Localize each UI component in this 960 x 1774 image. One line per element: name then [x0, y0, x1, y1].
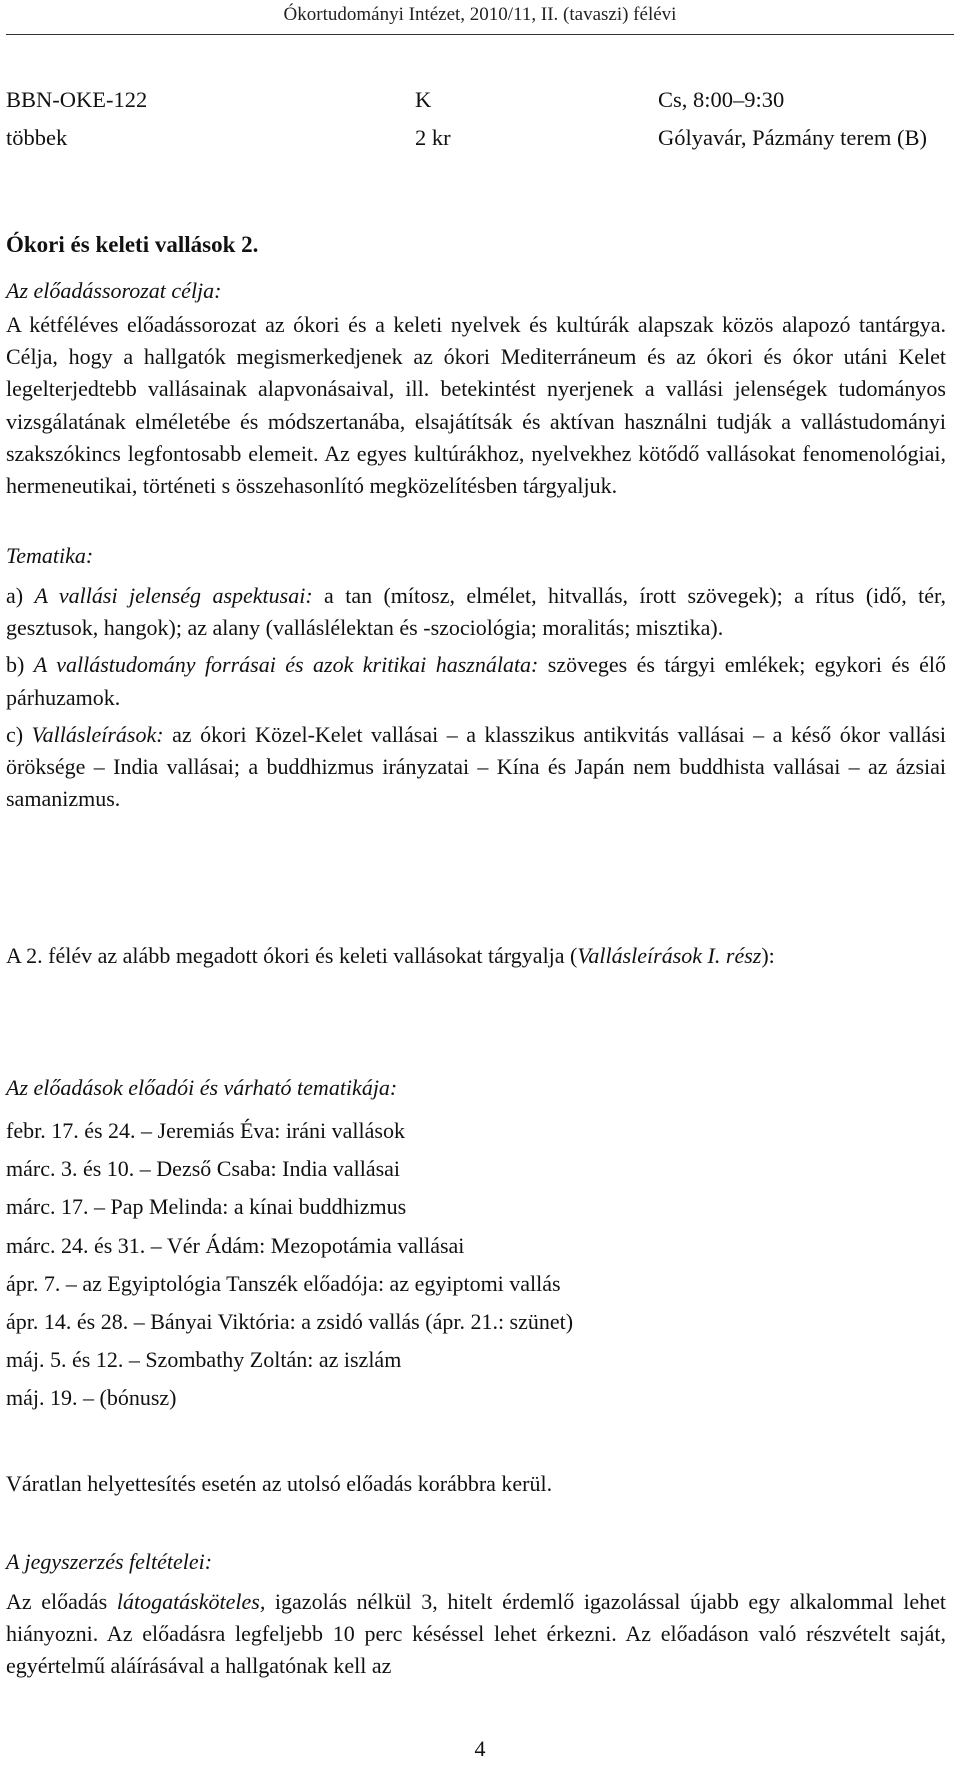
requirements-paragraph — [6, 1586, 946, 1683]
topic-text: az ókori Közel-Kelet vallásai – a klasszikus antikvitás vallásai – a késő ókor vallási öröksége – India vallásai; a buddhizmus irányzatai – Kína és Japán nem buddhista vallásai – az ázsiai samanizmus. — [6, 721, 947, 812]
topic-label: A vallási jelenség aspektusai: — [34, 583, 313, 608]
topic-text: szöveges és tárgyi emlékek; egykori és élő párhuzamok. — [6, 652, 947, 710]
course-info-row-2 — [6, 122, 954, 160]
running-header: Ókortudományi Intézet, 2010/11, II. (tavaszi) félévi — [283, 4, 677, 25]
topic-prefix: c) — [6, 721, 32, 747]
aim-heading: Az előadássorozat célja: — [6, 278, 222, 303]
semester-note — [6, 940, 946, 972]
topic-item-c — [6, 719, 946, 816]
page-number: 4 — [474, 1736, 486, 1761]
topic-prefix: a) — [6, 583, 35, 608]
course-title: Ókori és keleti vallások 2. — [6, 232, 259, 257]
schedule-item: febr. 17. és 24. – Jeremiás Éva: iráni vallások — [6, 1118, 405, 1143]
schedule-item: máj. 19. – (bónusz) — [6, 1385, 177, 1411]
course-info-table — [6, 84, 954, 160]
aim-text: A kétféléves előadássorozat az ókori és a keleti nyelvek és kultúrák alapszak közös alapozó tantárgya. Célja, hogy a hallgatók megismerkedjenek az ókori Mediterráneum és az ókori és ókor utáni Kelet legelterjedtebb vallásainak alapvonásaival, ill. betekintést nyerjenek a vallási jelenségek tudományos vizsgálatának elméletébe és módszertanába, elsajátítsák és aktívan használni tudják a vallástudományi szakszókincs legfontosabb elemeit. Az egyes kultúrákhoz, nyelvekhez kötődő vallásokat fenomenológiai, hermeneutikai, történeti s összehasonlító megközelítésben tárgyaljuk. — [6, 312, 946, 499]
semester-note-text: A 2. félév az alább megadott ókori és keleti vallásokat tárgyalja ( — [6, 943, 578, 968]
substitution-note-text: Váratlan helyettesítés esetén az utolsó előadás korábbra kerül. — [6, 1471, 553, 1496]
course-code: BBN-OKE-122 — [6, 87, 148, 112]
schedule-item: ápr. 14. és 28. – Bányai Viktória: a zsidó vallás (ápr. 21.: szünet) — [6, 1309, 574, 1335]
topics-heading: Tematika: — [6, 543, 94, 568]
course-credits: 2 kr — [415, 125, 451, 150]
topic-item-b — [6, 649, 946, 713]
substitution-note — [6, 1468, 946, 1500]
requirements-italic: látogatásköteles, — [116, 1589, 266, 1614]
requirements-text-2: igazolás nélkül 3, hitelt érdemlő igazolással újabb egy alkalommal lehet hiányozni. Az előadásra legfeljebb 10 perc késéssel lehet érkezni. Az előadáson való részvételt saját, egyértelmű aláírásával a hallgatónak kell az — [6, 1589, 947, 1679]
topic-text: a tan (mítosz, elmélet, hitvallás, írott szövegek); a rítus (idő, tér, gesztusok, hangok); az alany (valláslélektan és -szociológia; moralitás; misztika). — [6, 583, 946, 641]
topic-label: A vallástudomány forrásai és azok kritikai használata: — [33, 652, 539, 678]
requirements-text-1: Az előadás — [6, 1589, 117, 1614]
course-info-row-1 — [6, 84, 954, 122]
course-lecturers: többek — [6, 125, 68, 150]
schedule-item: márc. 3. és 10. – Dezső Csaba: India vallásai — [6, 1156, 401, 1182]
topic-item-a — [6, 580, 946, 644]
course-type: K — [415, 87, 432, 112]
header-rule — [6, 34, 954, 35]
schedule-item: márc. 17. – Pap Melinda: a kínai buddhizmus — [6, 1194, 407, 1220]
topics-list — [6, 580, 946, 815]
schedule-heading: Az előadások előadói és várható tematikája: — [6, 1075, 398, 1100]
aim-paragraph — [6, 309, 946, 502]
topic-prefix: b) — [6, 652, 34, 678]
semester-note-suffix: ): — [761, 943, 775, 968]
requirements-heading: A jegyszerzés feltételei: — [6, 1549, 213, 1574]
schedule-item: ápr. 7. – az Egyiptológia Tanszék előadója: az egyiptomi vallás — [6, 1270, 561, 1296]
semester-note-italic: Vallásleírások I. rész — [577, 943, 762, 968]
course-time: Cs, 8:00–9:30 — [658, 87, 785, 112]
schedule-item: máj. 5. és 12. – Szombathy Zoltán: az iszlám — [6, 1347, 402, 1373]
schedule-list — [6, 1112, 573, 1418]
topic-label: Vallásleírások: — [31, 721, 164, 747]
course-room: Gólyavár, Pázmány terem (B) — [658, 125, 928, 150]
schedule-item: márc. 24. és 31. – Vér Ádám: Mezopotámia vallásai — [6, 1232, 465, 1258]
